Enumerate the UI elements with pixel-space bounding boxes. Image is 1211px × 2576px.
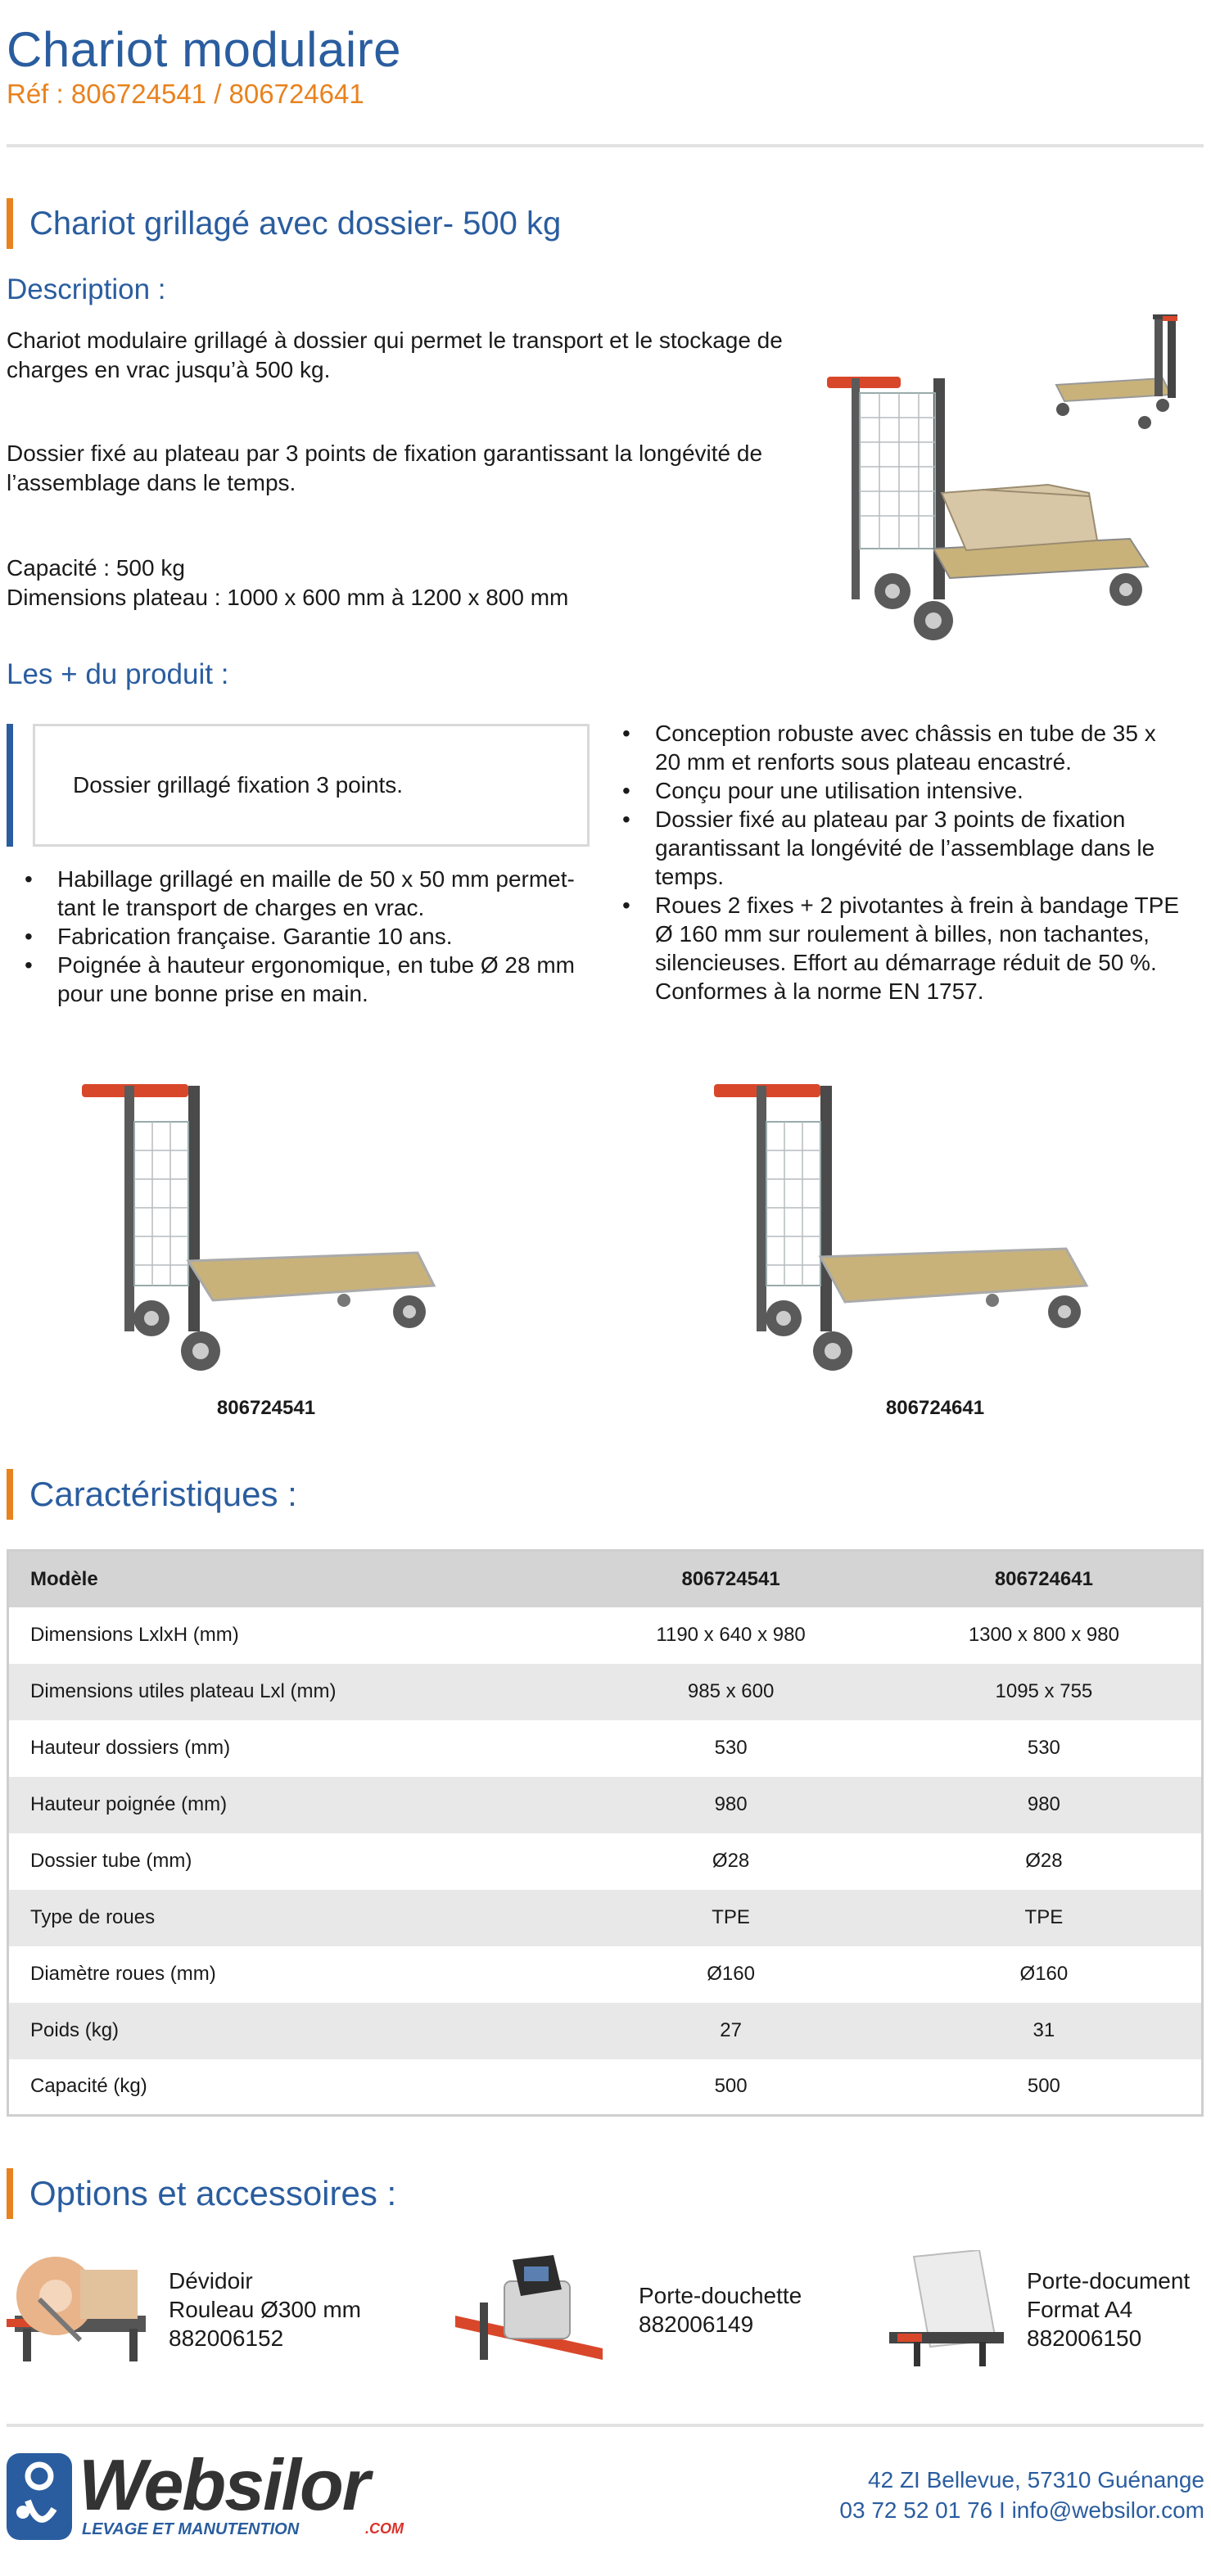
table-cell: Ø28	[1025, 1850, 1063, 1872]
list-item	[622, 805, 1204, 891]
option-label-line: Porte-douchette	[639, 2283, 802, 2308]
description-line: Capacité : 500 kg	[7, 555, 185, 581]
description-paragraph-1	[7, 326, 783, 385]
table-row	[8, 1946, 1203, 2003]
specs-heading	[7, 1469, 297, 1520]
table-cell: 1300 x 800 x 980	[968, 1624, 1119, 1646]
table-cell: Ø160	[707, 1963, 755, 1985]
benefits-title: Les + du produit :	[7, 658, 229, 690]
option-label-line: 882006149	[639, 2312, 754, 2337]
list-item	[622, 719, 1204, 776]
list-item	[25, 865, 598, 922]
option-label-porte-document	[1027, 2266, 1190, 2352]
table-cell: Dimensions LxlxH (mm)	[30, 1624, 239, 1646]
highlight-box	[7, 724, 580, 847]
highlight-text: Dossier grillagé fixation 3 points.	[33, 724, 590, 847]
options-heading-text: Options et accessoires :	[29, 2174, 397, 2212]
main-cart-illustration	[827, 377, 1148, 640]
table-cell: 985 x 600	[575, 1664, 886, 1720]
table-cell: 980	[575, 1777, 886, 1833]
table-cell: 500	[714, 2075, 748, 2098]
description-line: Chariot modulaire grillagé à dossier qui permet le transport et le stockage de	[7, 328, 783, 353]
table-header-row	[8, 1551, 1203, 1607]
websilor-logo	[5, 2444, 439, 2547]
benefits-list-left	[25, 865, 598, 1008]
option-label-line: Dévidoir	[169, 2268, 253, 2294]
product-heading	[7, 198, 561, 249]
list-item-line: • Conception robuste avec châssis en tube de 35 x	[655, 721, 1156, 746]
cart-image-806724541	[74, 1073, 450, 1384]
product-heading-text: Chariot grillagé avec dossier- 500 kg	[29, 205, 562, 242]
table-header-cell: 806724541	[575, 1551, 886, 1607]
option-label-line: Format A4	[1027, 2297, 1133, 2322]
table-cell: 1190 x 640 x 980	[656, 1624, 806, 1646]
logo-wordmark: Websilor	[79, 2444, 369, 2525]
list-item-line: garantissant la longévité de l’assemblage dans le	[655, 835, 1155, 861]
table-cell: Poids (kg)	[8, 2003, 576, 2059]
list-item-line: 20 mm et renforts sous plateau encastré.	[655, 749, 1072, 775]
list-item-line: tant le transport de charges en vrac.	[57, 895, 425, 920]
product-reference: Réf : 806724541 / 806724641	[7, 79, 364, 109]
list-item-line: • Dossier fixé au plateau par 3 points de fixation	[655, 807, 1126, 832]
table-header-cell: 806724641	[887, 1551, 1203, 1607]
table-cell: 31	[887, 2003, 1203, 2059]
table-cell: Diamètre roues (mm)	[30, 1963, 216, 1985]
description-line: Dossier fixé au plateau par 3 points de fixation garantissant la longévité de	[7, 441, 763, 466]
logo-domain: .COM	[365, 2520, 404, 2537]
list-item-line: Ø 160 mm sur roulement à billes, non tachantes,	[655, 921, 1150, 947]
table-row	[8, 1607, 1203, 1664]
footer-phone-email: 03 72 52 01 76 I info@websilor.com	[839, 2497, 1204, 2523]
cart-image-806724641	[706, 1073, 1099, 1384]
table-cell: Hauteur dossiers (mm)	[30, 1737, 231, 1759]
page-title: Chariot modulaire	[7, 22, 402, 77]
list-item-line: pour une bonne prise en main.	[57, 981, 368, 1006]
list-item-line: • Roues 2 fixes + 2 pivotantes à frein à bandage TPE	[655, 893, 1180, 918]
table-row	[8, 1720, 1203, 1777]
option-label-line: Rouleau Ø300 mm	[169, 2297, 362, 2322]
option-label-line: Porte-document	[1027, 2268, 1191, 2294]
table-cell: 530	[714, 1737, 748, 1759]
option-image-porte-douchette	[455, 2250, 611, 2373]
list-item-line: • Fabrication française. Garantie 10 ans.	[57, 924, 453, 949]
list-item	[622, 891, 1204, 1006]
list-item	[622, 776, 1204, 805]
description-line: l’assemblage dans le temps.	[7, 470, 296, 495]
table-cell: Dossier tube (mm)	[30, 1850, 192, 1872]
list-item-line: • Poignée à hauteur ergonomique, en tube Ø 28 mm	[57, 952, 575, 978]
footer-contact	[839, 2465, 1204, 2525]
divider	[7, 144, 1204, 147]
table-cell: Type de roues	[8, 1890, 576, 1946]
table-cell: 500	[1027, 2075, 1060, 2098]
option-image-porte-document	[889, 2250, 1012, 2373]
table-cell: Ø28	[712, 1850, 750, 1872]
table-cell: 1095 x 755	[887, 1664, 1203, 1720]
table-cell: Hauteur poignée (mm)	[8, 1777, 576, 1833]
table-cell: Ø160	[1019, 1963, 1069, 1985]
option-label-devidoir	[169, 2266, 361, 2352]
specs-heading-text: Caractéristiques :	[29, 1475, 297, 1513]
logo-tagline: LEVAGE ET MANUTENTION	[82, 2520, 300, 2538]
list-item	[25, 922, 598, 951]
table-row	[8, 1777, 1203, 1833]
table-cell: Capacité (kg)	[30, 2075, 147, 2098]
table-cell: 27	[575, 2003, 886, 2059]
table-row	[8, 1833, 1203, 1890]
table-row	[8, 2059, 1203, 2116]
table-header-cell: Modèle	[8, 1551, 576, 1607]
options-heading	[7, 2168, 396, 2219]
description-line: charges en vrac jusqu’à 500 kg.	[7, 357, 331, 382]
option-label-line: 882006152	[169, 2325, 284, 2351]
table-cell: 980	[887, 1777, 1203, 1833]
small-cart-illustration	[1056, 314, 1177, 429]
footer-address: 42 ZI Bellevue, 57310 Guénange	[868, 2467, 1204, 2492]
benefits-list-right	[622, 719, 1204, 1006]
table-cell: 530	[1027, 1737, 1060, 1759]
divider	[7, 2424, 1204, 2427]
list-item-line: Conformes à la norme EN 1757.	[655, 978, 984, 1004]
model-caption: 806724541	[216, 1397, 316, 1419]
option-image-devidoir	[7, 2250, 154, 2373]
table-cell: Dimensions utiles plateau Lxl (mm)	[8, 1664, 576, 1720]
description-title: Description :	[7, 273, 166, 305]
specs-table	[7, 1549, 1204, 2117]
description-paragraph-2	[7, 439, 762, 498]
table-row	[8, 1664, 1203, 1720]
table-cell: TPE	[887, 1890, 1203, 1946]
list-item-line: • Conçu pour une utilisation intensive.	[655, 778, 1023, 803]
description-paragraph-3	[7, 554, 568, 612]
logo-hook-icon	[5, 2452, 74, 2542]
model-caption: 806724641	[885, 1397, 985, 1419]
list-item-line: • Habillage grillagé en maille de 50 x 50 mm permet-	[57, 866, 575, 892]
option-label-line: 882006150	[1027, 2325, 1142, 2351]
product-hero-image	[811, 303, 1204, 647]
list-item	[25, 951, 598, 1008]
table-cell: TPE	[575, 1890, 886, 1946]
table-row	[8, 1890, 1203, 1946]
table-row	[8, 2003, 1203, 2059]
list-item-line: temps.	[655, 864, 725, 889]
option-label-porte-douchette	[639, 2281, 802, 2339]
list-item-line: silencieuses. Effort au démarrage réduit de 50 %.	[655, 950, 1157, 975]
description-line: Dimensions plateau : 1000 x 600 mm à 1200 x 800 mm	[7, 585, 569, 610]
